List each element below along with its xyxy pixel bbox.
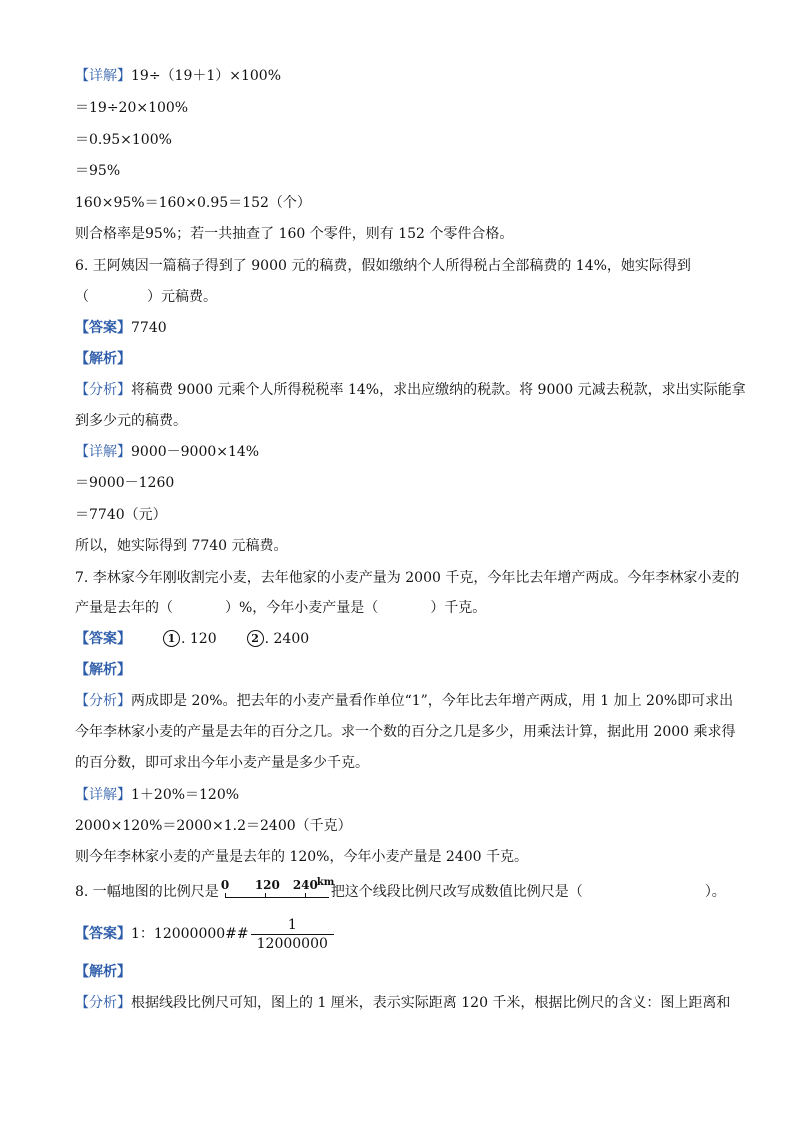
detail-label: 【详解】 (75, 68, 131, 84)
fraction-denominator: 12000000 (251, 934, 334, 953)
q7-answer-1: . 120 (181, 631, 217, 647)
q7-answer-line (75, 629, 309, 649)
q7-conclusion: 则今年李林家小麦的产量是去年的 120%，今年小麦产量是 2400 千克。 (75, 849, 529, 865)
q6-answer: 7740 (131, 320, 167, 336)
analyze-label: 【分析】 (75, 995, 131, 1011)
detail-label: 【详解】 (75, 787, 131, 803)
q6-conclusion: 所以，她实际得到 7740 元稿费。 (75, 538, 288, 554)
q6-detail-1: 9000－9000×14% (131, 444, 260, 460)
scale-bar-line (225, 897, 329, 898)
q8-analyze-line-1 (75, 993, 730, 1013)
analysis-label: 【解析】 (75, 351, 131, 367)
q6-analysis-label (75, 349, 131, 369)
q7-stem-2c: ）千克。 (430, 600, 487, 616)
q5-conclusion: 则合格率是95%；若一共抽查了 160 个零件，则有 152 个零件合格。 (75, 226, 514, 242)
q7-answer-2: . 2400 (264, 631, 310, 647)
analyze-label: 【分析】 (75, 382, 131, 398)
scale-unit: km (316, 877, 335, 888)
scale-tick-120 (265, 893, 266, 898)
q7-analyze-1: 两成即是 20%。把去年的小麦产量看作单位“1”，今年比去年增产两成，用 1 加上 20%即可求出 (131, 693, 734, 709)
q6-analyze-line-1 (75, 380, 746, 400)
q6-detail-2: ＝9000－1260 (75, 475, 175, 491)
q8-answer-fraction (251, 916, 334, 953)
q5-detail-5: 160×95%＝160×0.95＝152（个） (75, 195, 311, 211)
q7-stem-2 (75, 598, 486, 618)
q8-analyze-1: 根据线段比例尺可知，图上的 1 厘米，表示实际距离 120 千米，根据比例尺的含义：图上距离和 (131, 995, 731, 1011)
q5-detail-line-1 (75, 66, 281, 86)
q6-detail-3: ＝7740（元） (75, 507, 167, 523)
q8-analysis-label (75, 962, 131, 982)
analysis-label: 【解析】 (75, 662, 131, 678)
scale-label-0: 0 (220, 878, 230, 892)
q7-stem-1: 7. 李林家今年刚收割完小麦，去年他家的小麦产量为 2000 千克，今年比去年增产两成。今年李林家小麦的 (75, 570, 740, 586)
q7-detail-2: 2000×120%＝2000×1.2＝2400（千克） (75, 818, 352, 834)
q6-blank-close: ）元稿费。 (147, 289, 217, 305)
q6-detail-line-1 (75, 442, 259, 462)
answer-label: 【答案】 (75, 926, 131, 942)
q8-answer-text: 1：12000000## (131, 926, 249, 942)
q8-stem-b: 把这个线段比例尺改写成数值比例尺是（ (330, 884, 583, 900)
scale-tick-240 (305, 893, 306, 898)
q7-analyze-line-1 (75, 691, 733, 711)
scale-label-120: 120 (254, 878, 280, 892)
q7-analysis-label (75, 660, 131, 680)
q6-analyze-2: 到多少元的稿费。 (75, 413, 187, 429)
q8-answer-line (75, 915, 334, 953)
q8-stem-c: ）。 (704, 884, 726, 900)
q8-stem-a: 8. 一幅地图的比例尺是 (75, 884, 219, 900)
answer-label: 【答案】 (75, 320, 131, 336)
q7-stem-2b: ）%，今年小麦产量是（ (225, 600, 379, 616)
q5-detail-3: ＝0.95×100% (75, 132, 172, 148)
analyze-label: 【分析】 (75, 693, 131, 709)
q6-analyze-1: 将稿费 9000 元乘个人所得税税率 14%，求出应缴纳的税款。将 9000 元减去税款，求出实际能拿 (131, 382, 746, 398)
q8-stem (75, 877, 726, 902)
scale-tick-0 (225, 893, 226, 898)
q7-detail-1: 1＋20%＝120% (131, 787, 240, 803)
detail-label: 【详解】 (75, 444, 131, 460)
q5-detail-4: ＝95% (75, 163, 121, 179)
q7-stem-2a: 产量是去年的（ (75, 600, 173, 616)
q6-answer-line (75, 318, 167, 338)
scale-bar (220, 877, 335, 902)
scale-label-240: 240 (292, 878, 318, 892)
q7-analyze-3: 的百分数，即可求出今年小麦产量是多少千克。 (75, 755, 369, 771)
q5-detail-2: ＝19÷20×100% (75, 100, 189, 116)
circled-number-2: 2 (247, 630, 264, 647)
q6-stem-1: 6. 王阿姨因一篇稿子得到了 9000 元的稿费，假如缴纳个人所得税占全部稿费的 14%，她实际得到 (75, 258, 691, 274)
q5-detail-1: 19÷（19＋1）×100% (131, 68, 282, 84)
q7-detail-line-1 (75, 785, 239, 805)
q6-blank-open: （ (75, 289, 89, 305)
analysis-label: 【解析】 (75, 964, 131, 980)
circled-number-1: 1 (163, 630, 180, 647)
answer-label: 【答案】 (75, 631, 131, 647)
q7-analyze-2: 今年李林家小麦的产量是去年的百分之几。求一个数的百分之几是多少，用乘法计算，据此用 2000 乘求得 (75, 724, 736, 740)
q6-stem-2 (75, 287, 217, 307)
fraction-numerator: 1 (287, 916, 297, 933)
